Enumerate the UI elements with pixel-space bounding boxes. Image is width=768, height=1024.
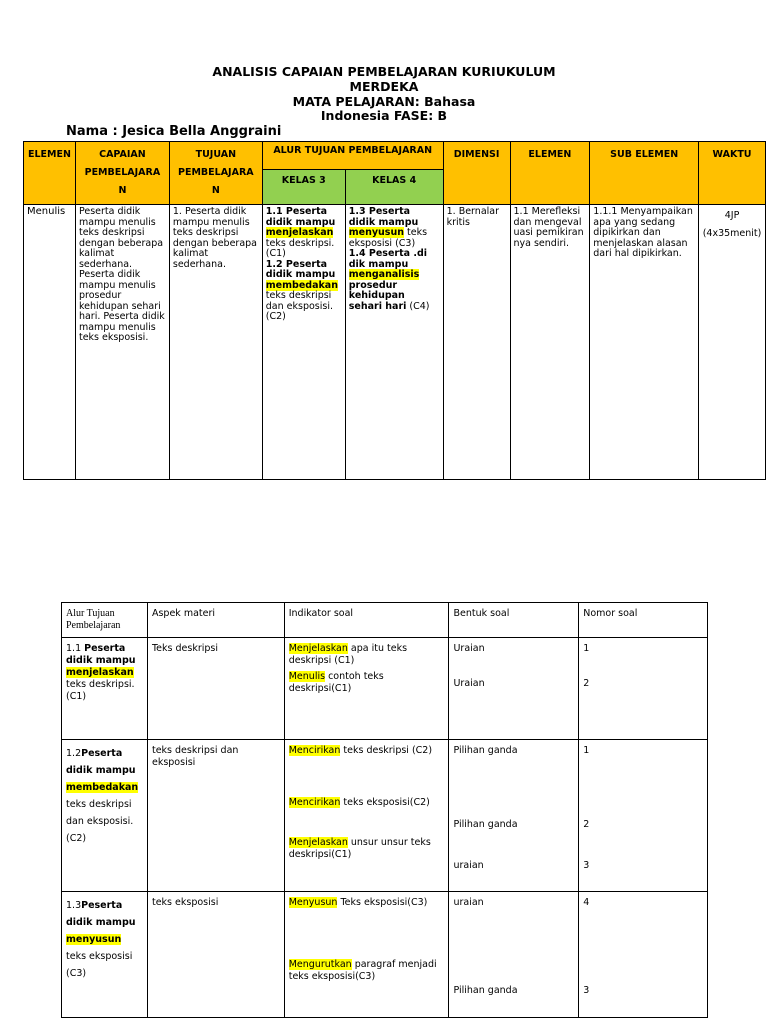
col-tujuan: TUJUAN PEMBELAJARA N bbox=[169, 142, 262, 205]
col-waktu: WAKTU bbox=[699, 142, 766, 205]
table-row bbox=[62, 740, 708, 892]
cell-indikator: Menjelaskan apa itu teks deskripsi (C1) Menulis contoh teks deskripsi(C1) bbox=[284, 638, 449, 740]
cell-indikator: Menyusun Teks eksposisi(C3) Mengurutkan paragraf menjadi teks eksposisi(C3) bbox=[284, 892, 449, 1018]
table-header-row bbox=[24, 142, 766, 170]
doc-subject-line-2: Indonesia FASE: B bbox=[320, 108, 448, 123]
cell-indikator: Mencirikan teks deskripsi (C2) Mencirikan teks eksposisi(C2) Menjelaskan unsur unsur teks deskripsi(C1) bbox=[284, 740, 449, 892]
cell-bentuk: Pilihan ganda Pilihan ganda uraian bbox=[449, 740, 579, 892]
cell-kelas-3: 1.1 Peserta didik mampu menjelaskan teks deskripsi. (C1) 1.2 Peserta didik mampu membedakan teks deskripsi dan eksposisi. (C2) bbox=[262, 205, 345, 480]
col-aspek: Aspek materi bbox=[147, 603, 284, 638]
cell-alur: 1.1 Peserta didik mampu menjelaskan teks deskripsi. (C1) bbox=[62, 638, 148, 740]
cell-bentuk: uraian Pilihan ganda bbox=[449, 892, 579, 1018]
cell-nomor: 1 2 bbox=[579, 638, 708, 740]
col-indikator: Indikator soal bbox=[284, 603, 449, 638]
col-bentuk: Bentuk soal bbox=[449, 603, 579, 638]
col-kelas-3: KELAS 3 bbox=[262, 170, 345, 205]
table-row bbox=[62, 892, 708, 1018]
cell-alur: 1.3Peserta didik mampu menyusun teks eksposisi (C3) bbox=[62, 892, 148, 1018]
cell-sub-elemen: 1.1.1 Menyampaikan apa yang sedang dipikirkan dan menjelaskan alasan dari hal dipikirkan. bbox=[590, 205, 699, 480]
student-name: Nama : Jesica Bella Anggraini bbox=[66, 124, 282, 139]
cell-capaian: Peserta didik mampu menulis teks deskripsi dengan beberapa kalimat sederhana. Peserta didik mampu menulis prosedur kehidupan sehari hari. Peserta didik mampu menulis teks eksposisi. bbox=[75, 205, 169, 480]
col-capaian: CAPAIAN PEMBELAJARA N bbox=[75, 142, 169, 205]
table-row bbox=[62, 638, 708, 740]
cell-dimensi: 1. Bernalar kritis bbox=[443, 205, 510, 480]
cell-elemen: Menulis bbox=[24, 205, 76, 480]
cell-bentuk: Uraian Uraian bbox=[449, 638, 579, 740]
cell-elemen-2: 1.1 Merefleksi dan mengevaluasi pemikirannya sendiri. bbox=[510, 205, 590, 480]
doc-title-line-1: ANALISIS CAPAIAN PEMBELAJARAN KURIUKULUM bbox=[212, 64, 556, 79]
cell-kelas-4: 1.3 Peserta didik mampu menyusun teks eksposisi (C3) 1.4 Peserta .di dik mampu menganalisis prosedur kehidupan sehari hari (C4) bbox=[345, 205, 443, 480]
cell-alur: 1.2Peserta didik mampu membedakan teks deskripsi dan eksposisi. (C2) bbox=[62, 740, 148, 892]
col-alur: ALUR TUJUAN PEMBELAJARAN bbox=[262, 142, 443, 170]
cell-aspek: teks deskripsi dan eksposisi bbox=[147, 740, 284, 892]
cell-waktu: 4JP (4x35menit) bbox=[699, 205, 766, 480]
col-elemen: ELEMEN bbox=[24, 142, 76, 205]
col-elemen-2: ELEMEN bbox=[510, 142, 590, 205]
table-header-row bbox=[62, 603, 708, 638]
doc-title-line-2: MERDEKA bbox=[349, 79, 419, 94]
col-kelas-4: KELAS 4 bbox=[345, 170, 443, 205]
col-nomor: Nomor soal bbox=[579, 603, 708, 638]
col-sub-elemen: SUB ELEMEN bbox=[590, 142, 699, 205]
cell-nomor: 4 3 bbox=[579, 892, 708, 1018]
cell-aspek: Teks deskripsi bbox=[147, 638, 284, 740]
table-row bbox=[24, 205, 766, 480]
cell-tujuan: 1. Peserta didik mampu menulis teks deskripsi dengan beberapa kalimat sederhana. bbox=[169, 205, 262, 480]
cell-nomor: 1 2 3 bbox=[579, 740, 708, 892]
question-grid-table bbox=[61, 602, 708, 1018]
cell-aspek: teks eksposisi bbox=[147, 892, 284, 1018]
col-alur-tujuan: Alur Tujuan Pembelajaran bbox=[62, 603, 148, 638]
col-dimensi: DIMENSI bbox=[443, 142, 510, 205]
analysis-table bbox=[23, 141, 766, 480]
doc-subject-line-1: MATA PELAJARAN: Bahasa bbox=[292, 94, 476, 109]
